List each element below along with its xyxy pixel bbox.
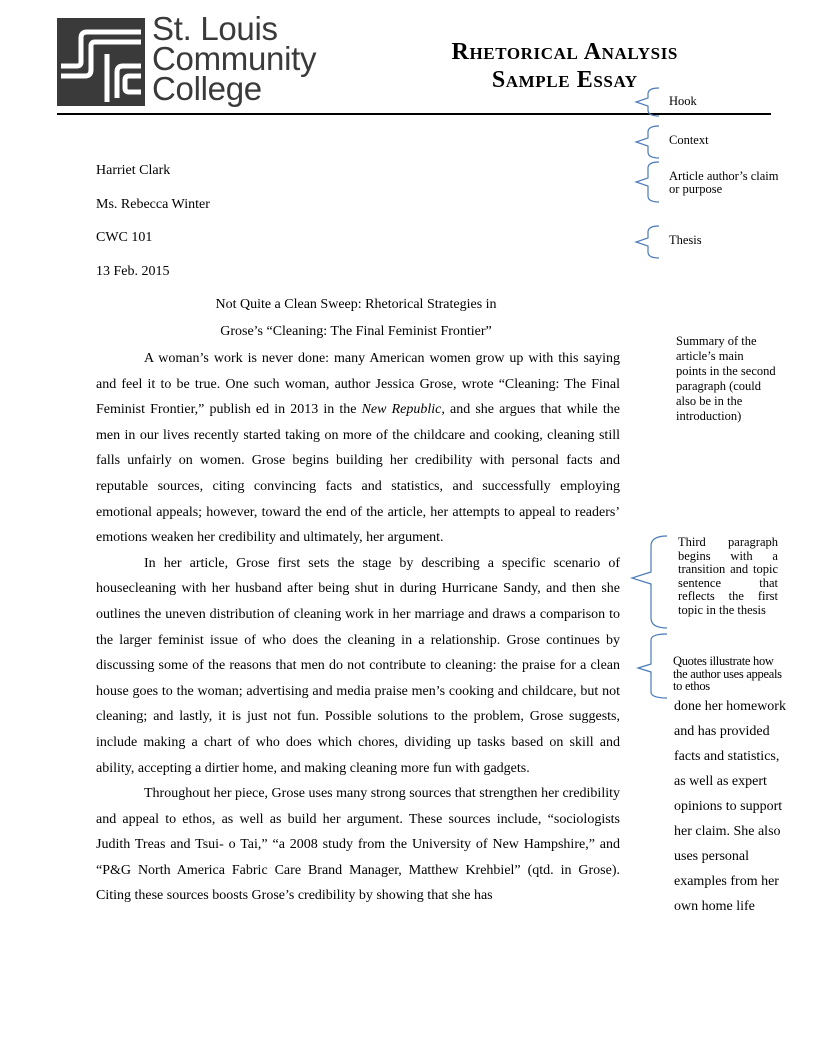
quotes-bracket [638, 634, 667, 698]
instructor-name: Ms. Rebecca Winter [96, 197, 210, 212]
logo-mark-icon [57, 18, 145, 106]
annotation-context: Context [669, 133, 709, 147]
essay-title-line-1: Not Quite a Clean Sweep: Rhetorical Strategies in [215, 297, 497, 312]
annotation-summary: Summary of the article’s main points in the second paragraph (could also be in the introduction) [676, 334, 776, 423]
document-title [452, 38, 678, 94]
context-bracket [636, 126, 659, 158]
annotation-claim: Article author’s claim or purpose [669, 169, 779, 196]
annotation-hook: Hook [669, 94, 697, 108]
header-divider [57, 113, 771, 115]
essay-paragraph-1 [96, 346, 620, 551]
document-title-line-1: Rhetorical Analysis [451, 39, 678, 65]
annotation-quotes-continued: done her homework and has provided facts and statistics, as well as expert opinions to support her claim. She also uses personal examples from her own home life [674, 699, 786, 914]
paragraph-1-text-b: , and she argues that while the men in our lives recently started taking on more of the childcare and cooking, cleaning still falls unfairly on women. Grose begins building her credibility with personal facts and reputable sources, citing convincing facts and statistics, and successfully employing emotional appeals; however, toward the end of the article, her attempts to appeal to readers’ emotions weaken her credibility and ultimately, her argument. [96, 402, 620, 546]
essay-paragraph-3: Throughout her piece, Grose uses many strong sources that strengthen her credibility and appeal to ethos, as well as build her argument. These sources include, “sociologists Judith Treas and Tsui- o Tai,” “a 2008 study from the University of New Hampshire,” and “P&G North America Fabric Care Brand Manager, Matthew Krehbiel” (qtd. in Grose). Citing these sources boosts Grose’s credibility by showing that she has [96, 786, 620, 904]
logo-line-3: College [152, 70, 262, 107]
third-paragraph-bracket [632, 536, 667, 628]
student-name: Harriet Clark [96, 163, 171, 178]
essay-paragraph-2: In her article, Grose first sets the stage by describing a specific scenario of housecleaning with her husband after being shut in during Hurricane Sandy, and then she outlines the uneven distribution of cleaning work in her marriage and draws a comparison to the larger feminist issue of who does the cleaning in a relationship. Grose continues by discussing some of the reasons that men do not contribute to cleaning: the praise for a clean house goes to the woman; advertising and media praise men’s cooking and childcare, but not cleaning; and lastly, it is just not fun. Possible solutions to the problem, Grose suggests, include making a chart of who does which chores, dividing up tasks based on skill and ability, accepting a dirtier home, and making cleaning more fun with gadgets. [96, 555, 620, 776]
publication-name: New Republic [361, 402, 442, 418]
claim-bracket [636, 162, 659, 202]
logo-line-1: St. Louis [152, 10, 278, 47]
logo-wordmark [152, 10, 317, 107]
course-name: CWC 101 [96, 230, 153, 245]
document-title-line-2: Sample Essay [491, 67, 638, 93]
annotation-third-paragraph: Third paragraph begins with a transition and topic sentence that reflects the first topic in the thesis [678, 535, 778, 617]
essay-body [96, 346, 620, 909]
paragraph-1-text-a: A woman’s work is never done: many American women grow up with this saying and feel it to be true. One such woman, author Jessica Grose, wrote “Cleaning: The Final Feminist Frontier,” publish ed in 2013 in the [96, 351, 620, 418]
thesis-bracket [636, 226, 659, 258]
annotation-thesis: Thesis [669, 233, 702, 247]
essay-date: 13 Feb. 2015 [96, 264, 170, 279]
annotation-quotes: Quotes illustrate how the author uses appeals to ethos [673, 654, 782, 693]
college-logo [57, 10, 327, 110]
logo-line-2: Community [152, 40, 317, 77]
essay-title-line-2: Grose’s “Cleaning: The Final Feminist Frontier” [220, 324, 492, 339]
